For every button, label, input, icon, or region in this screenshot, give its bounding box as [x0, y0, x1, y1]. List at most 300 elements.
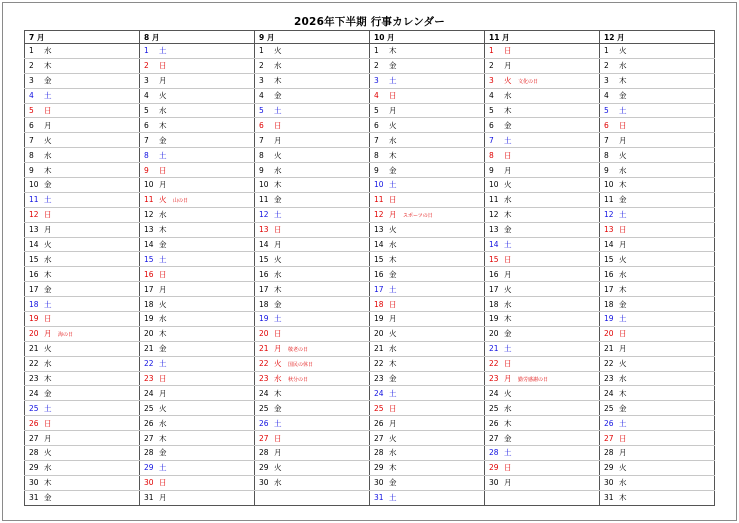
day-number: 24 — [259, 388, 269, 398]
weekday-label: 水 — [274, 269, 282, 279]
calendar-row — [25, 73, 715, 88]
day-number: 28 — [489, 448, 499, 458]
day-cell — [25, 371, 140, 386]
weekday-label: 火 — [274, 254, 282, 264]
day-cell — [600, 237, 715, 252]
day-number: 29 — [29, 463, 39, 473]
calendar-row — [25, 148, 715, 163]
weekday-label: 木 — [504, 210, 512, 220]
weekday-label: 日 — [389, 195, 397, 205]
day-cell — [25, 118, 140, 133]
day-number: 17 — [489, 284, 499, 294]
day-number: 5 — [489, 106, 494, 115]
weekday-label: 土 — [389, 388, 397, 398]
day-cell — [140, 44, 255, 59]
weekday-label: 木 — [44, 374, 52, 384]
day-number: 12 — [259, 210, 269, 220]
day-cell — [140, 118, 255, 133]
weekday-label: 土 — [619, 210, 627, 220]
weekday-label: 月 — [504, 269, 512, 279]
holiday-note: 海の日 — [58, 332, 74, 339]
day-number: 8 — [489, 150, 494, 160]
day-number: 1 — [144, 46, 149, 56]
day-cell — [140, 326, 255, 341]
weekday-label: 水 — [274, 61, 282, 71]
day-cell — [255, 356, 370, 371]
weekday-label: 土 — [619, 106, 627, 115]
day-cell — [485, 103, 600, 118]
weekday-label: 金 — [159, 344, 167, 354]
day-cell — [485, 118, 600, 133]
day-cell — [600, 475, 715, 490]
weekday-label: 木 — [159, 120, 167, 130]
weekday-label: 火 — [274, 463, 282, 473]
weekday-label: 月 — [389, 210, 397, 220]
day-number: 1 — [604, 46, 609, 56]
day-number: 20 — [489, 329, 499, 339]
weekday-label: 金 — [389, 61, 397, 71]
day-cell — [140, 312, 255, 327]
calendar-row — [25, 401, 715, 416]
day-number: 8 — [144, 150, 149, 160]
weekday-label: 月 — [619, 135, 627, 145]
weekday-label: 水 — [159, 210, 167, 220]
day-cell — [25, 475, 140, 490]
day-cell — [255, 178, 370, 193]
day-cell — [370, 73, 485, 88]
day-number: 21 — [144, 344, 154, 354]
weekday-label: 月 — [389, 314, 397, 324]
day-cell — [25, 460, 140, 475]
day-cell — [485, 460, 600, 475]
day-number: 29 — [604, 463, 614, 473]
weekday-label: 日 — [44, 210, 52, 220]
weekday-label: 木 — [159, 225, 167, 235]
day-cell — [255, 103, 370, 118]
day-number: 17 — [144, 284, 154, 294]
day-number: 19 — [259, 314, 269, 324]
day-number: 2 — [259, 61, 264, 71]
day-number: 4 — [259, 91, 264, 101]
weekday-label: 火 — [619, 254, 627, 264]
day-cell — [370, 133, 485, 148]
calendar-row — [25, 237, 715, 252]
day-cell — [600, 192, 715, 207]
weekday-label: 火 — [389, 120, 397, 130]
day-cell — [255, 133, 370, 148]
day-number: 15 — [604, 254, 614, 264]
day-number: 10 — [259, 180, 269, 190]
day-number: 14 — [259, 240, 269, 250]
day-number: 2 — [29, 61, 34, 71]
day-cell — [140, 475, 255, 490]
day-cell — [600, 341, 715, 356]
weekday-label: 月 — [159, 76, 167, 86]
month-header: 11 月 — [485, 31, 600, 44]
weekday-label: 火 — [619, 150, 627, 160]
day-number: 25 — [144, 403, 154, 413]
day-number: 23 — [374, 374, 384, 384]
day-number: 1 — [29, 46, 34, 56]
day-number: 19 — [374, 314, 384, 324]
weekday-label: 木 — [389, 46, 397, 56]
weekday-label: 金 — [44, 388, 52, 398]
calendar-body — [25, 44, 715, 506]
day-number: 16 — [259, 269, 269, 279]
day-cell — [25, 356, 140, 371]
weekday-label: 月 — [159, 180, 167, 190]
day-number: 11 — [29, 195, 39, 205]
day-cell — [25, 386, 140, 401]
day-cell — [370, 222, 485, 237]
day-number: 27 — [374, 433, 384, 443]
weekday-label: 金 — [159, 240, 167, 250]
weekday-label: 日 — [619, 225, 627, 235]
weekday-label: 金 — [389, 165, 397, 175]
calendar-row — [25, 431, 715, 446]
day-cell — [255, 267, 370, 282]
day-cell — [255, 475, 370, 490]
weekday-label: 木 — [274, 76, 282, 86]
day-number: 26 — [144, 418, 154, 428]
day-cell — [600, 178, 715, 193]
day-cell — [600, 58, 715, 73]
day-number: 4 — [489, 91, 494, 101]
weekday-label: 日 — [159, 478, 167, 488]
day-cell — [600, 148, 715, 163]
day-cell — [600, 44, 715, 59]
day-number: 7 — [259, 135, 264, 145]
weekday-label: 日 — [159, 165, 167, 175]
day-number: 15 — [29, 254, 39, 264]
day-number: 23 — [29, 374, 39, 384]
day-cell — [600, 297, 715, 312]
holiday-note: スポーツの日 — [403, 213, 433, 220]
weekday-label: 水 — [389, 448, 397, 458]
day-number: 15 — [144, 254, 154, 264]
day-number: 12 — [374, 210, 384, 220]
weekday-label: 木 — [44, 269, 52, 279]
day-cell — [370, 237, 485, 252]
weekday-label: 水 — [44, 150, 52, 160]
day-cell — [25, 341, 140, 356]
weekday-label: 金 — [44, 493, 52, 503]
day-cell — [140, 282, 255, 297]
weekday-label: 土 — [504, 344, 512, 354]
day-cell — [140, 356, 255, 371]
weekday-label: 月 — [274, 344, 282, 354]
weekday-label: 水 — [504, 91, 512, 101]
day-number: 10 — [144, 180, 154, 190]
weekday-label: 土 — [504, 240, 512, 250]
day-number: 24 — [29, 388, 39, 398]
day-number: 8 — [604, 150, 609, 160]
day-cell — [370, 490, 485, 505]
day-cell — [370, 163, 485, 178]
day-cell — [255, 58, 370, 73]
day-cell — [485, 297, 600, 312]
day-cell — [255, 490, 370, 505]
day-number: 10 — [29, 180, 39, 190]
day-cell — [370, 252, 485, 267]
day-number: 12 — [489, 210, 499, 220]
day-cell — [255, 326, 370, 341]
weekday-label: 日 — [504, 463, 512, 473]
day-cell — [25, 490, 140, 505]
weekday-label: 金 — [44, 284, 52, 294]
day-cell — [140, 237, 255, 252]
weekday-label: 木 — [389, 359, 397, 369]
calendar-row — [25, 163, 715, 178]
day-number: 10 — [374, 180, 384, 190]
weekday-label: 火 — [274, 150, 282, 160]
weekday-label: 日 — [159, 61, 167, 71]
calendar-row — [25, 446, 715, 461]
weekday-label: 金 — [274, 299, 282, 309]
weekday-label: 月 — [504, 478, 512, 488]
day-cell — [600, 133, 715, 148]
calendar-row — [25, 475, 715, 490]
month-header-row — [25, 31, 715, 44]
day-number: 6 — [144, 120, 149, 130]
weekday-label: 火 — [274, 359, 282, 369]
weekday-label: 日 — [159, 269, 167, 279]
calendar-row — [25, 252, 715, 267]
day-number: 26 — [604, 418, 614, 428]
day-cell — [485, 222, 600, 237]
weekday-label: 木 — [389, 463, 397, 473]
calendar-row — [25, 341, 715, 356]
weekday-label: 月 — [504, 61, 512, 71]
day-cell — [370, 341, 485, 356]
day-number: 19 — [29, 314, 39, 324]
day-number: 22 — [604, 359, 614, 369]
weekday-label: 土 — [274, 210, 282, 220]
weekday-label: 火 — [44, 240, 52, 250]
day-cell — [485, 163, 600, 178]
weekday-label: 日 — [389, 299, 397, 309]
weekday-label: 水 — [274, 165, 282, 175]
weekday-label: 金 — [619, 299, 627, 309]
day-cell — [25, 73, 140, 88]
day-number: 27 — [259, 433, 269, 443]
day-number: 7 — [604, 135, 609, 145]
weekday-label: 金 — [389, 269, 397, 279]
day-number: 2 — [374, 61, 379, 71]
weekday-label: 金 — [619, 403, 627, 413]
day-cell — [25, 222, 140, 237]
day-cell — [600, 88, 715, 103]
day-cell — [140, 88, 255, 103]
day-cell — [485, 207, 600, 222]
day-number: 15 — [374, 254, 384, 264]
day-number: 30 — [489, 478, 499, 488]
day-cell — [140, 431, 255, 446]
day-number: 24 — [374, 388, 384, 398]
calendar-row — [25, 88, 715, 103]
month-header: 10 月 — [370, 31, 485, 44]
day-number: 3 — [374, 76, 379, 86]
day-cell — [370, 178, 485, 193]
day-cell — [485, 44, 600, 59]
weekday-label: 日 — [504, 150, 512, 160]
day-cell — [140, 58, 255, 73]
day-number: 9 — [489, 165, 494, 175]
day-cell — [485, 133, 600, 148]
day-cell — [25, 192, 140, 207]
day-cell — [140, 103, 255, 118]
day-number: 3 — [29, 76, 34, 86]
weekday-label: 土 — [44, 299, 52, 309]
day-cell — [485, 356, 600, 371]
day-number: 21 — [374, 344, 384, 354]
weekday-label: 金 — [274, 195, 282, 205]
calendar-row — [25, 267, 715, 282]
day-cell — [255, 312, 370, 327]
day-cell — [255, 252, 370, 267]
day-cell — [255, 416, 370, 431]
weekday-label: 木 — [274, 388, 282, 398]
day-cell — [600, 103, 715, 118]
weekday-label: 月 — [504, 374, 512, 384]
day-cell — [600, 252, 715, 267]
weekday-label: 月 — [159, 284, 167, 294]
weekday-label: 木 — [44, 478, 52, 488]
day-number: 5 — [144, 106, 149, 115]
day-number: 22 — [374, 359, 384, 369]
day-cell — [600, 460, 715, 475]
weekday-label: 土 — [44, 403, 52, 413]
day-cell — [600, 416, 715, 431]
weekday-label: 金 — [44, 76, 52, 86]
day-number: 28 — [259, 448, 269, 458]
weekday-label: 土 — [389, 76, 397, 86]
day-cell — [25, 133, 140, 148]
day-number: 14 — [29, 240, 39, 250]
weekday-label: 月 — [619, 448, 627, 458]
day-number: 12 — [144, 210, 154, 220]
day-number: 26 — [259, 418, 269, 428]
holiday-note: 秋分の日 — [288, 377, 309, 384]
day-cell — [600, 163, 715, 178]
day-cell — [255, 163, 370, 178]
day-cell — [485, 73, 600, 88]
weekday-label: 水 — [504, 403, 512, 413]
day-cell — [370, 118, 485, 133]
weekday-label: 土 — [389, 284, 397, 294]
day-number: 9 — [604, 165, 609, 175]
day-cell — [485, 58, 600, 73]
day-number: 14 — [604, 240, 614, 250]
day-cell — [485, 371, 600, 386]
day-number: 22 — [489, 359, 499, 369]
weekday-label: 土 — [159, 359, 167, 369]
day-cell — [140, 252, 255, 267]
day-number: 31 — [144, 493, 154, 503]
day-number: 13 — [489, 225, 499, 235]
day-number: 7 — [489, 135, 494, 145]
weekday-label: 日 — [159, 374, 167, 384]
day-number: 11 — [489, 195, 499, 205]
day-cell — [370, 207, 485, 222]
day-number: 12 — [604, 210, 614, 220]
weekday-label: 月 — [274, 240, 282, 250]
weekday-label: 火 — [389, 225, 397, 235]
weekday-label: 木 — [504, 418, 512, 428]
day-cell — [140, 178, 255, 193]
weekday-label: 木 — [619, 180, 627, 190]
calendar-row — [25, 103, 715, 118]
day-number: 5 — [259, 106, 264, 115]
weekday-label: 火 — [504, 180, 512, 190]
weekday-label: 日 — [389, 91, 397, 101]
weekday-label: 月 — [159, 388, 167, 398]
day-number: 21 — [489, 344, 499, 354]
day-cell — [485, 431, 600, 446]
calendar-row — [25, 312, 715, 327]
weekday-label: 金 — [159, 448, 167, 458]
day-number: 24 — [144, 388, 154, 398]
day-cell — [370, 416, 485, 431]
weekday-label: 水 — [619, 269, 627, 279]
day-number: 5 — [374, 106, 379, 115]
weekday-label: 水 — [389, 344, 397, 354]
weekday-label: 月 — [44, 329, 52, 339]
day-number: 4 — [29, 91, 34, 101]
page-title: 2026年下半期 行事カレンダー — [294, 16, 445, 28]
month-header: 12 月 — [600, 31, 715, 44]
day-cell — [140, 341, 255, 356]
day-number: 25 — [489, 403, 499, 413]
day-cell — [600, 356, 715, 371]
day-cell — [370, 103, 485, 118]
day-number: 11 — [144, 195, 154, 205]
day-number: 27 — [604, 433, 614, 443]
calendar-row — [25, 386, 715, 401]
day-number: 11 — [604, 195, 614, 205]
day-number: 6 — [374, 120, 379, 130]
calendar-row — [25, 192, 715, 207]
day-number: 21 — [29, 344, 39, 354]
weekday-label: 火 — [619, 46, 627, 56]
day-cell — [25, 297, 140, 312]
weekday-label: 月 — [619, 240, 627, 250]
weekday-label: 木 — [44, 61, 52, 71]
day-number: 22 — [259, 359, 269, 369]
weekday-label: 土 — [389, 493, 397, 503]
day-cell — [255, 446, 370, 461]
weekday-label: 水 — [44, 254, 52, 264]
holiday-note: 国民の休日 — [288, 362, 314, 369]
day-number: 5 — [604, 106, 609, 115]
day-cell — [25, 44, 140, 59]
day-cell — [600, 312, 715, 327]
day-cell — [370, 401, 485, 416]
day-cell — [600, 401, 715, 416]
day-cell — [370, 297, 485, 312]
day-number: 9 — [259, 165, 264, 175]
day-number: 27 — [144, 433, 154, 443]
weekday-label: 土 — [159, 254, 167, 264]
day-cell — [25, 326, 140, 341]
weekday-label: 木 — [504, 314, 512, 324]
weekday-label: 火 — [504, 76, 512, 86]
day-number: 29 — [489, 463, 499, 473]
weekday-label: 日 — [619, 433, 627, 443]
day-number: 4 — [374, 91, 379, 101]
weekday-label: 水 — [619, 374, 627, 384]
day-number: 12 — [29, 210, 39, 220]
